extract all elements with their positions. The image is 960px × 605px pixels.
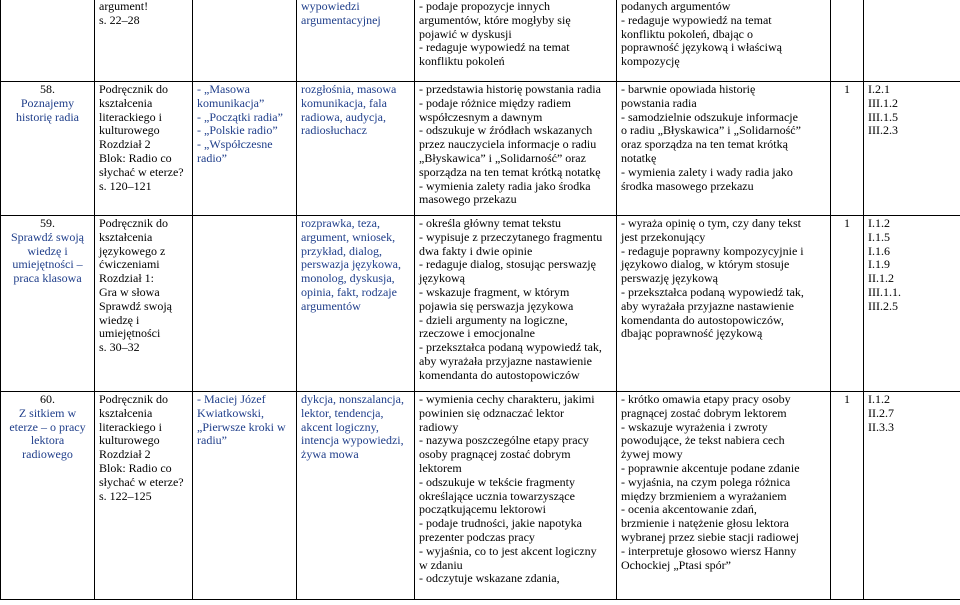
source-line: s. 122–125 [99, 488, 152, 503]
basic-requirements-line: językową [419, 271, 465, 286]
extended-requirements-line: - ocenia akcentowanie zdań, [621, 502, 757, 517]
concepts-line: komunikacja, fala [301, 95, 387, 110]
texts-line: komunikacja” [197, 95, 265, 110]
basic-requirements-line: pojawia się perswazja językowa [419, 298, 574, 313]
source-line: s. 120–121 [99, 178, 152, 193]
concepts-line: monolog, dyskusja, [301, 271, 395, 286]
extended-requirements-line: - redaguje poprawny kompozycyjnie i [621, 243, 804, 258]
concepts-line: lektor, tendencja, [301, 405, 384, 420]
extended-requirements-cell [617, 0, 831, 82]
lesson-title-line: wiedzę i [27, 243, 68, 258]
extended-requirements-line: konfliktu pokoleń, dbając o [621, 26, 753, 41]
extended-requirements-line: aby wyrażała przyjazne nastawienie [621, 298, 794, 313]
lesson-title-line: radiowego [22, 447, 73, 462]
texts-cell [193, 82, 297, 216]
source-line: Sprawdź swoją [99, 298, 172, 313]
hours-cell [831, 0, 864, 82]
hours-cell [831, 392, 864, 600]
basic-requirements-line: radiowy [419, 419, 459, 434]
source-line: słychać w eterze? [99, 474, 184, 489]
source-line: argument! [99, 0, 149, 13]
basic-requirements-line: - wymienia zalety radia jako środka [419, 178, 591, 193]
concepts-line: radiosłuchacz [301, 123, 367, 138]
source-line: Rozdział 2 [99, 447, 151, 462]
basic-requirements-line: - przekształca podaną wypowiedź tak, [419, 340, 602, 355]
lesson-title-line: Z sitkiem w [18, 405, 77, 420]
lesson-title-line: lektora [30, 433, 65, 448]
hours-value: 1 [844, 392, 850, 406]
extended-requirements-line: kompozycję [621, 54, 680, 69]
basic-requirements-line: aby wyrażała przyjazne nastawienie [419, 353, 592, 368]
basic-requirements-line: początkującemu lektorowi [419, 502, 546, 517]
extended-requirements-cell [617, 392, 831, 600]
source-line: słychać w eterze? [99, 164, 184, 179]
concepts-line: radiowa, audycja, [301, 109, 386, 124]
curriculum-code: II.3.3 [868, 419, 894, 434]
extended-requirements-line: - redaguje wypowiedź na temat [621, 12, 772, 27]
curriculum-code: I.1.6 [868, 243, 890, 258]
extended-requirements-line: pragnącej zostać dobrym lektorem [621, 405, 787, 420]
lesson-number: 58. [40, 82, 55, 96]
concepts-line: rozgłośnia, masowa [301, 82, 397, 96]
curriculum-code: III.1.2 [868, 95, 898, 110]
extended-requirements-line: Ochockiej „Ptasi spór” [621, 557, 731, 572]
extended-requirements-line: powstania radia [621, 95, 697, 110]
concepts-line: wypowiedzi [301, 0, 360, 13]
source-line: Blok: Radio co [99, 150, 172, 165]
basic-requirements-cell [415, 216, 617, 392]
table-row [1, 216, 960, 392]
basic-requirements-cell [415, 0, 617, 82]
lesson-number-title-cell [1, 82, 95, 216]
curriculum-code: I.2.1 [868, 82, 890, 96]
basic-requirements-line: - podaje różnice między radiem [419, 95, 571, 110]
basic-requirements-line: „Błyskawica” i „Solidarność” oraz [419, 150, 586, 165]
basic-requirements-line: konfliktu pokoleń [419, 54, 505, 69]
curriculum-codes-cell [864, 216, 960, 392]
basic-requirements-line: - odszukuje w źródłach wskazanych [419, 123, 593, 138]
source-line: Podręcznik do [99, 392, 168, 406]
basic-requirements-line: - podaje trudności, jakie napotyka [419, 516, 582, 531]
concepts-line: przykład, dialog, [301, 243, 382, 258]
curriculum-code: III.2.3 [868, 123, 898, 138]
extended-requirements-line: komendanta do autostopowiczów, [621, 312, 784, 327]
source-cell [95, 0, 193, 82]
concepts-line: dykcja, nonszalancja, [301, 392, 404, 406]
source-line: umiejętności [99, 326, 161, 341]
extended-requirements-line: językowo dialog, w którym stosuje [621, 257, 790, 272]
source-cell [95, 216, 193, 392]
texts-line: Kwiatkowski, [197, 405, 264, 420]
basic-requirements-line: w zdaniu [419, 557, 463, 572]
lesson-number-title-cell [1, 392, 95, 600]
concepts-cell [297, 216, 415, 392]
texts-line: - Maciej Józef [197, 392, 266, 406]
basic-requirements-line: - redaguje wypowiedź na temat [419, 40, 570, 55]
extended-requirements-line: notatkę [621, 150, 657, 165]
source-line: Blok: Radio co [99, 460, 172, 475]
curriculum-code: II.1.2 [868, 271, 894, 286]
basic-requirements-line: masowego przekazu [419, 192, 517, 207]
basic-requirements-line: rzeczowe i emocjonalne [419, 326, 535, 341]
basic-requirements-line: dwa fakty i dwie opinie [419, 243, 533, 258]
extended-requirements-line: poprawność językową i właściwą [621, 40, 782, 55]
basic-requirements-cell [415, 82, 617, 216]
curriculum-code: III.1.5 [868, 109, 898, 124]
hours-value: 1 [844, 82, 850, 96]
extended-requirements-line: brzmienie i natężenie głosu lektora [621, 516, 789, 531]
concepts-line: argumentów [301, 298, 361, 313]
source-line: s. 30–32 [99, 340, 140, 355]
extended-requirements-line: podanych argumentów [621, 0, 731, 13]
curriculum-codes-cell [864, 392, 960, 600]
basic-requirements-line: prezenter podczas pracy [419, 529, 535, 544]
source-line: Rozdział 2 [99, 137, 151, 152]
basic-requirements-line: lektorem [419, 460, 462, 475]
lesson-title-line: umiejętności – [12, 257, 83, 272]
basic-requirements-cell [415, 392, 617, 600]
texts-line: - „Masowa [197, 82, 250, 96]
texts-line: - „Początki radia” [197, 109, 283, 124]
source-line: Podręcznik do [99, 216, 168, 230]
basic-requirements-line: - wymienia cechy charakteru, jakimi [419, 392, 595, 406]
source-line: s. 22–28 [99, 12, 140, 27]
extended-requirements-line: żywej mowy [621, 447, 683, 462]
basic-requirements-line: - podaje propozycje innych [419, 0, 550, 13]
source-line: kształcenia [99, 229, 153, 244]
basic-requirements-line: pojawić w dyskusji [419, 26, 512, 41]
texts-line: „Pierwsze kroki w [197, 419, 286, 434]
basic-requirements-line: - dzieli argumenty na logiczne, [419, 312, 568, 327]
basic-requirements-line: powinien się odznaczać lektor [419, 405, 564, 420]
basic-requirements-line: - wyjaśnia, co to jest akcent logiczny [419, 543, 597, 558]
extended-requirements-line: dbając poprawność językową [621, 326, 763, 341]
basic-requirements-line: współczesnym a dawnym [419, 109, 543, 124]
lesson-number: 59. [40, 216, 55, 230]
hours-value: 1 [844, 216, 850, 230]
extended-requirements-cell [617, 216, 831, 392]
extended-requirements-line: - krótko omawia etapy pracy osoby [621, 392, 791, 406]
extended-requirements-line: o radiu „Błyskawica” i „Solidarność” [621, 123, 801, 138]
concepts-line: argumentacyjnej [301, 12, 381, 27]
source-line: wiedzę i [99, 312, 140, 327]
curriculum-code: III.1.1. [868, 284, 901, 299]
curriculum-code: I.1.2 [868, 216, 890, 230]
curriculum-code: II.2.7 [868, 405, 894, 420]
extended-requirements-line: perswazję językową [621, 271, 718, 286]
basic-requirements-line: - odszukuje w tekście fragmenty [419, 474, 575, 489]
concepts-line: żywa mowa [301, 447, 359, 462]
basic-requirements-line: określające ucznia towarzyszące [419, 488, 575, 503]
basic-requirements-line: - redaguje dialog, stosując perswazję [419, 257, 596, 272]
texts-line: - „Współczesne [197, 137, 273, 152]
concepts-cell [297, 0, 415, 82]
source-line: literackiego i [99, 419, 162, 434]
lesson-title-line: praca klasowa [13, 271, 82, 286]
source-line: ćwiczeniami [99, 257, 160, 272]
basic-requirements-line: przez nauczyciela informacje o radiu [419, 137, 597, 152]
concepts-cell [297, 82, 415, 216]
texts-cell [193, 0, 297, 82]
basic-requirements-line: sporządza na ten temat krótką notatkę [419, 164, 601, 179]
basic-requirements-line: - odczytuje wskazane zdania, [419, 571, 560, 586]
basic-requirements-line: - nazywa poszczególne etapy pracy [419, 433, 589, 448]
concepts-line: opinia, fakt, rodzaje [301, 284, 397, 299]
source-line: literackiego i [99, 109, 162, 124]
lesson-title-line: Sprawdź swoją [11, 229, 84, 244]
extended-requirements-line: - wymienia zalety i wady radia jako [621, 164, 793, 179]
curriculum-code: I.1.9 [868, 257, 890, 272]
lesson-title-line: historię radia [16, 109, 79, 124]
table-row [1, 392, 960, 600]
concepts-line: akcent logiczny, [301, 419, 379, 434]
extended-requirements-line: między brzmieniem a wyrażaniem [621, 488, 787, 503]
lesson-number: 60. [40, 392, 55, 406]
curriculum-code: I.1.2 [868, 392, 890, 406]
basic-requirements-line: osoby pragnącej zostać dobrym [419, 447, 571, 462]
lesson-number-title-cell [1, 216, 95, 392]
extended-requirements-line: - samodzielnie odszukuje informacje [621, 109, 798, 124]
lesson-title-line: eterze – o pracy [9, 419, 86, 434]
extended-requirements-line: - wskazuje wyrażenia i zwroty [621, 419, 768, 434]
curriculum-code: III.2.5 [868, 298, 898, 313]
extended-requirements-line: środka masowego przekazu [621, 178, 754, 193]
extended-requirements-line: - wyjaśnia, na czym polega różnica [621, 474, 791, 489]
source-line: Rozdział 1: [99, 271, 154, 286]
extended-requirements-line: - wyraża opinię o tym, czy dany tekst [621, 216, 801, 230]
extended-requirements-line: powodujące, że tekst nabiera cech [621, 433, 785, 448]
curriculum-codes-cell [864, 0, 960, 82]
concepts-line: rozprawka, teza, [301, 216, 380, 230]
curriculum-code: I.1.5 [868, 229, 890, 244]
concepts-line: intencja wypowiedzi, [301, 433, 404, 448]
hours-cell [831, 82, 864, 216]
extended-requirements-line: wybranej przez siebie stacji radiowej [621, 529, 799, 544]
source-line: kształcenia [99, 95, 153, 110]
texts-line: radio” [197, 150, 227, 165]
lesson-title-line: Poznajemy [20, 95, 75, 110]
extended-requirements-line: jest przekonujący [621, 229, 706, 244]
extended-requirements-line: - przekształca podaną wypowiedź tak, [621, 284, 804, 299]
source-cell [95, 392, 193, 600]
basic-requirements-line: argumentów, które mogłyby się [419, 12, 571, 27]
extended-requirements-cell [617, 82, 831, 216]
hours-cell [831, 216, 864, 392]
concepts-line: argument, wniosek, [301, 229, 396, 244]
texts-line: - „Polskie radio” [197, 123, 278, 138]
texts-line: radiu” [197, 433, 227, 448]
texts-cell [193, 216, 297, 392]
basic-requirements-line: - wypisuje z przeczytanego fragmentu [419, 229, 603, 244]
source-line: kulturowego [99, 433, 160, 448]
source-line: kulturowego [99, 123, 160, 138]
concepts-cell [297, 392, 415, 600]
extended-requirements-line: oraz sporządza na ten temat krótką [621, 137, 788, 152]
concepts-line: perswazja językowa, [301, 257, 401, 272]
table-row [1, 82, 960, 216]
lesson-number-title-cell [1, 0, 95, 82]
extended-requirements-line: - barwnie opowiada historię [621, 82, 756, 96]
source-line: Gra w słowa [99, 284, 160, 299]
source-line: językowego z [99, 243, 166, 258]
extended-requirements-line: - poprawnie akcentuje podane zdanie [621, 460, 800, 475]
extended-requirements-line: - interpretuje głosowo wiersz Hanny [621, 543, 797, 558]
basic-requirements-line: - określa główny temat tekstu [419, 216, 561, 230]
texts-cell [193, 392, 297, 600]
basic-requirements-line: - przedstawia historię powstania radia [419, 82, 601, 96]
table-row [1, 0, 960, 82]
basic-requirements-line: - wskazuje fragment, w którym [419, 284, 570, 299]
source-line: kształcenia [99, 405, 153, 420]
curriculum-codes-cell [864, 82, 960, 216]
source-cell [95, 82, 193, 216]
source-line: Podręcznik do [99, 82, 168, 96]
basic-requirements-line: komendanta do autostopowiczów [419, 367, 580, 382]
